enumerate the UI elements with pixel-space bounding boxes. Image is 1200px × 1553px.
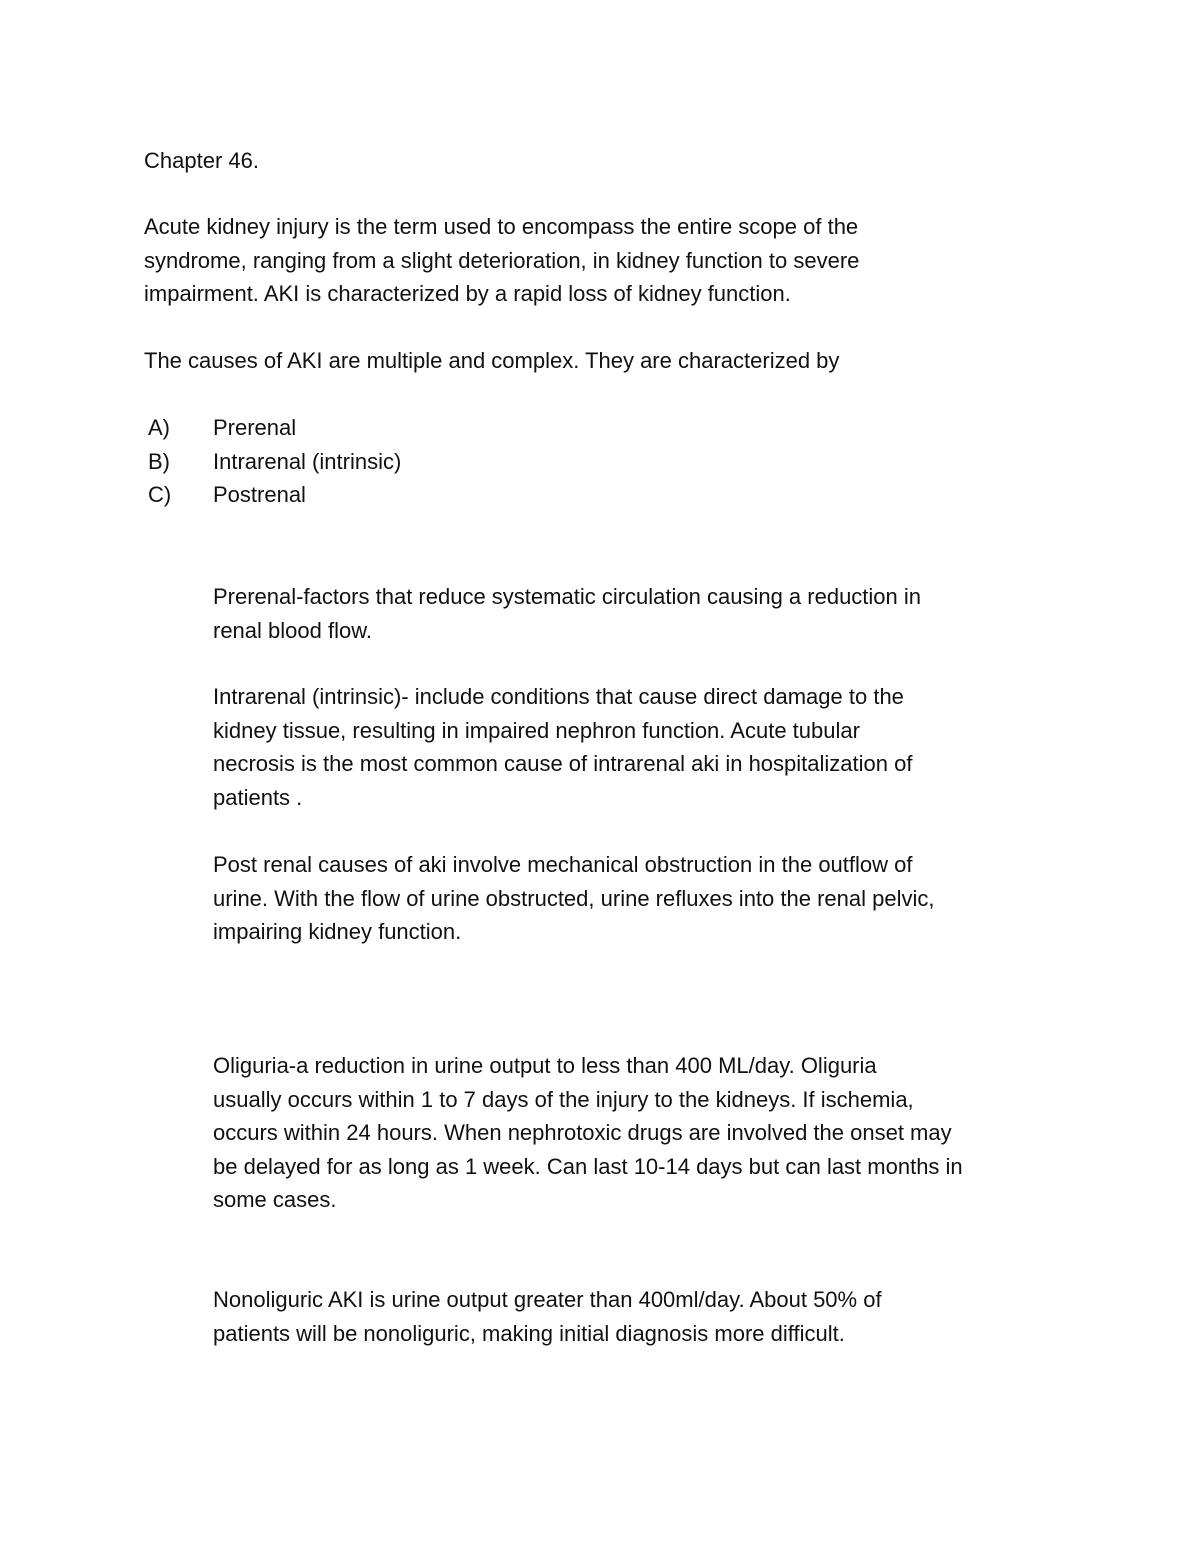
list-marker: C) (148, 482, 172, 507)
postrenal-paragraph: Post renal causes of aki involve mechanical obstruction in the outflow of urine. With the flow of urine obstructed, urine refluxes into the renal pelvic, impairing kidney function. (213, 852, 935, 944)
intrarenal-paragraph: Intrarenal (intrinsic)- include conditions that cause direct damage to the kidney tissue, resulting in impaired nephron function. Acute tubular necrosis is the most common cause of intrarenal aki in hospitalization of patients . (213, 684, 913, 810)
causes-intro-paragraph: The causes of AKI are multiple and complex. They are characterized by (144, 348, 840, 373)
list-marker: A) (148, 415, 170, 440)
oliguria-paragraph: Oliguria-a reduction in urine output to less than 400 ML/day. Oliguria usually occurs within 1 to 7 days of the injury to the kidneys. If ischemia, occurs within 24 hours. When nephrotoxic drugs are involved the onset may be delayed for as long as 1 week. Can last 10-14 days but can last months in some cases. (213, 1053, 963, 1212)
intro-paragraph: Acute kidney injury is the term used to encompass the entire scope of the syndrome, ranging from a slight deterioration, in kidney function to severe impairment. AKI is characterized by a rapid loss of kidney function. (144, 214, 860, 306)
prerenal-paragraph: Prerenal-factors that reduce systematic circulation causing a reduction in renal blood flow. (213, 584, 922, 643)
list-item (144, 478, 401, 512)
list-item-text: Prerenal (213, 415, 297, 440)
list-item (144, 411, 401, 445)
causes-list (144, 411, 401, 512)
nonoliguric-paragraph: Nonoliguric AKI is urine output greater than 400ml/day. About 50% of patients will be nonoliguric, making initial diagnosis more difficult. (213, 1287, 882, 1346)
chapter-heading: Chapter 46. (144, 148, 259, 173)
list-marker: B) (148, 448, 170, 474)
list-item (144, 445, 401, 479)
list-item-text: Postrenal (213, 482, 306, 507)
list-item-text: Intrarenal (intrinsic) (213, 448, 402, 474)
